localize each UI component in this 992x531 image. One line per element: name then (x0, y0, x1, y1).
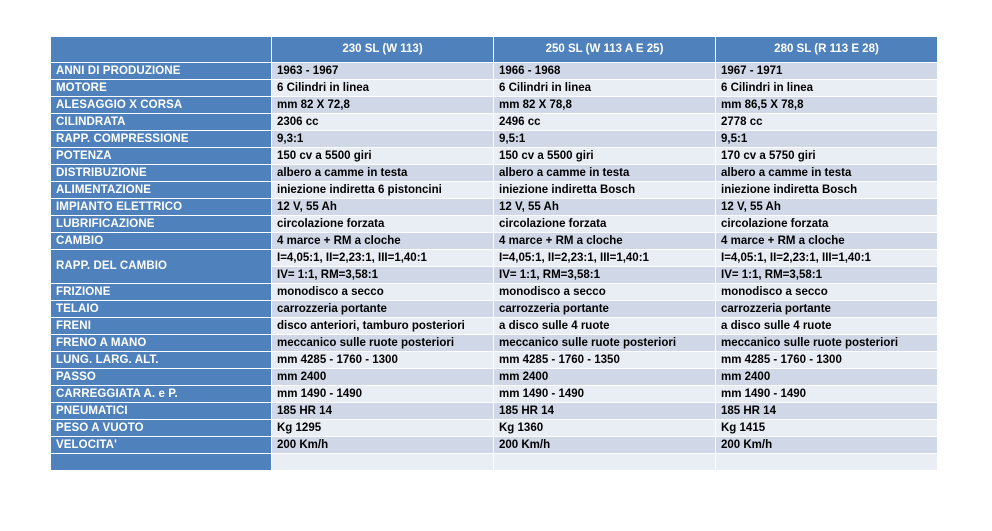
table-row (51, 403, 938, 420)
row-label: IMPIANTO ELETTRICO (51, 199, 272, 216)
cell-230sl: iniezione indiretta 6 pistoncini (272, 182, 494, 199)
cell-250sl: carrozzeria portante (494, 301, 716, 318)
cell-250sl: I=4,05:1, II=2,23:1, III=1,40:1 (494, 250, 716, 267)
specs-table (50, 36, 938, 471)
cell-230sl: mm 4285 - 1760 - 1300 (272, 352, 494, 369)
cell-280sl: carrozzeria portante (716, 301, 938, 318)
cell-250sl: iniezione indiretta Bosch (494, 182, 716, 199)
table-row (51, 318, 938, 335)
table-row (51, 148, 938, 165)
cell-280sl: 185 HR 14 (716, 403, 938, 420)
cell-230sl: circolazione forzata (272, 216, 494, 233)
cell-280sl: albero a camme in testa (716, 165, 938, 182)
cell-250sl: 150 cv a 5500 giri (494, 148, 716, 165)
row-label: ALIMENTAZIONE (51, 182, 272, 199)
row-label-rapp-cambio: RAPP. DEL CAMBIO (51, 250, 272, 284)
cell-230sl: mm 2400 (272, 369, 494, 386)
cell-280sl: a disco sulle 4 ruote (716, 318, 938, 335)
table-row (51, 80, 938, 97)
table-row (51, 165, 938, 182)
cell-250sl: meccanico sulle ruote posteriori (494, 335, 716, 352)
row-label: ALESAGGIO X CORSA (51, 97, 272, 114)
row-label-empty (51, 454, 272, 471)
cell-230sl: Kg 1295 (272, 420, 494, 437)
cell-250sl: a disco sulle 4 ruote (494, 318, 716, 335)
cell-250sl: albero a camme in testa (494, 165, 716, 182)
header-230sl: 230 SL (W 113) (272, 37, 494, 63)
table-row (51, 97, 938, 114)
row-label: PASSO (51, 369, 272, 386)
row-label: FRENI (51, 318, 272, 335)
header-corner (51, 37, 272, 63)
row-label: DISTRIBUZIONE (51, 165, 272, 182)
cell-250sl: mm 2400 (494, 369, 716, 386)
cell-230sl: 1963 - 1967 (272, 63, 494, 80)
cell-230sl: mm 82 X 72,8 (272, 97, 494, 114)
header-280sl: 280 SL (R 113 E 28) (716, 37, 938, 63)
cell-230sl: 6 Cilindri in linea (272, 80, 494, 97)
cell-280sl: 200 Km/h (716, 437, 938, 454)
cell-250sl: Kg 1360 (494, 420, 716, 437)
cell-280sl: circolazione forzata (716, 216, 938, 233)
cell-230sl: I=4,05:1, II=2,23:1, III=1,40:1 (272, 250, 494, 267)
table-row (51, 301, 938, 318)
cell-230sl: albero a camme in testa (272, 165, 494, 182)
cell-280sl: mm 2400 (716, 369, 938, 386)
row-label: CARREGGIATA A. e P. (51, 386, 272, 403)
cell-250sl: IV= 1:1, RM=3,58:1 (494, 267, 716, 284)
cell-230sl: 185 HR 14 (272, 403, 494, 420)
cell-250sl: 9,5:1 (494, 131, 716, 148)
cell-280sl: iniezione indiretta Bosch (716, 182, 938, 199)
table-row (51, 233, 938, 250)
table-row (51, 386, 938, 403)
row-label: FRIZIONE (51, 284, 272, 301)
cell-280sl: 1967 - 1971 (716, 63, 938, 80)
cell-280sl: monodisco a secco (716, 284, 938, 301)
row-label: PNEUMATICI (51, 403, 272, 420)
cell-230sl: 9,3:1 (272, 131, 494, 148)
table-row (51, 437, 938, 454)
row-label: POTENZA (51, 148, 272, 165)
cell-280sl: meccanico sulle ruote posteriori (716, 335, 938, 352)
cell-empty (494, 454, 716, 471)
row-label: ANNI DI PRODUZIONE (51, 63, 272, 80)
cell-250sl: 200 Km/h (494, 437, 716, 454)
table-row (51, 216, 938, 233)
cell-230sl: disco anteriori, tamburo posteriori (272, 318, 494, 335)
table-row (51, 182, 938, 199)
row-label: VELOCITA' (51, 437, 272, 454)
cell-250sl: 1966 - 1968 (494, 63, 716, 80)
cell-280sl: 12 V, 55 Ah (716, 199, 938, 216)
table-row-cambio-1 (51, 250, 938, 267)
cell-280sl: mm 1490 - 1490 (716, 386, 938, 403)
cell-280sl: mm 4285 - 1760 - 1300 (716, 352, 938, 369)
cell-230sl: IV= 1:1, RM=3,58:1 (272, 267, 494, 284)
cell-230sl: mm 1490 - 1490 (272, 386, 494, 403)
cell-230sl: meccanico sulle ruote posteriori (272, 335, 494, 352)
cell-230sl: 2306 cc (272, 114, 494, 131)
row-label: RAPP. COMPRESSIONE (51, 131, 272, 148)
row-label: CILINDRATA (51, 114, 272, 131)
cell-empty (716, 454, 938, 471)
table-row (51, 335, 938, 352)
cell-250sl: monodisco a secco (494, 284, 716, 301)
row-label: TELAIO (51, 301, 272, 318)
table-row (51, 114, 938, 131)
table-row (51, 199, 938, 216)
cell-250sl: 6 Cilindri in linea (494, 80, 716, 97)
cell-empty (272, 454, 494, 471)
cell-250sl: 2496 cc (494, 114, 716, 131)
row-label: FRENO A MANO (51, 335, 272, 352)
cell-280sl: Kg 1415 (716, 420, 938, 437)
cell-280sl: IV= 1:1, RM=3,58:1 (716, 267, 938, 284)
cell-230sl: 12 V, 55 Ah (272, 199, 494, 216)
cell-250sl: circolazione forzata (494, 216, 716, 233)
cell-250sl: mm 1490 - 1490 (494, 386, 716, 403)
row-label: LUNG. LARG. ALT. (51, 352, 272, 369)
table-row (51, 63, 938, 80)
cell-230sl: 150 cv a 5500 giri (272, 148, 494, 165)
table-row (51, 369, 938, 386)
table-row (51, 284, 938, 301)
cell-230sl: carrozzeria portante (272, 301, 494, 318)
table-row (51, 131, 938, 148)
cell-280sl: 6 Cilindri in linea (716, 80, 938, 97)
cell-230sl: 200 Km/h (272, 437, 494, 454)
row-label: PESO A VUOTO (51, 420, 272, 437)
header-row (51, 37, 938, 63)
cell-280sl: 4 marce + RM a cloche (716, 233, 938, 250)
row-label: MOTORE (51, 80, 272, 97)
row-label: CAMBIO (51, 233, 272, 250)
row-label: LUBRIFICAZIONE (51, 216, 272, 233)
cell-250sl: 4 marce + RM a cloche (494, 233, 716, 250)
cell-250sl: 185 HR 14 (494, 403, 716, 420)
cell-280sl: 2778 cc (716, 114, 938, 131)
cell-230sl: monodisco a secco (272, 284, 494, 301)
cell-250sl: mm 4285 - 1760 - 1350 (494, 352, 716, 369)
cell-250sl: 12 V, 55 Ah (494, 199, 716, 216)
cell-250sl: mm 82 X 78,8 (494, 97, 716, 114)
table-row (51, 420, 938, 437)
cell-280sl: 170 cv a 5750 giri (716, 148, 938, 165)
cell-280sl: I=4,05:1, II=2,23:1, III=1,40:1 (716, 250, 938, 267)
table-row-empty (51, 454, 938, 471)
cell-230sl: 4 marce + RM a cloche (272, 233, 494, 250)
cell-280sl: 9,5:1 (716, 131, 938, 148)
table-row (51, 352, 938, 369)
header-250sl: 250 SL (W 113 A E 25) (494, 37, 716, 63)
cell-280sl: mm 86,5 X 78,8 (716, 97, 938, 114)
